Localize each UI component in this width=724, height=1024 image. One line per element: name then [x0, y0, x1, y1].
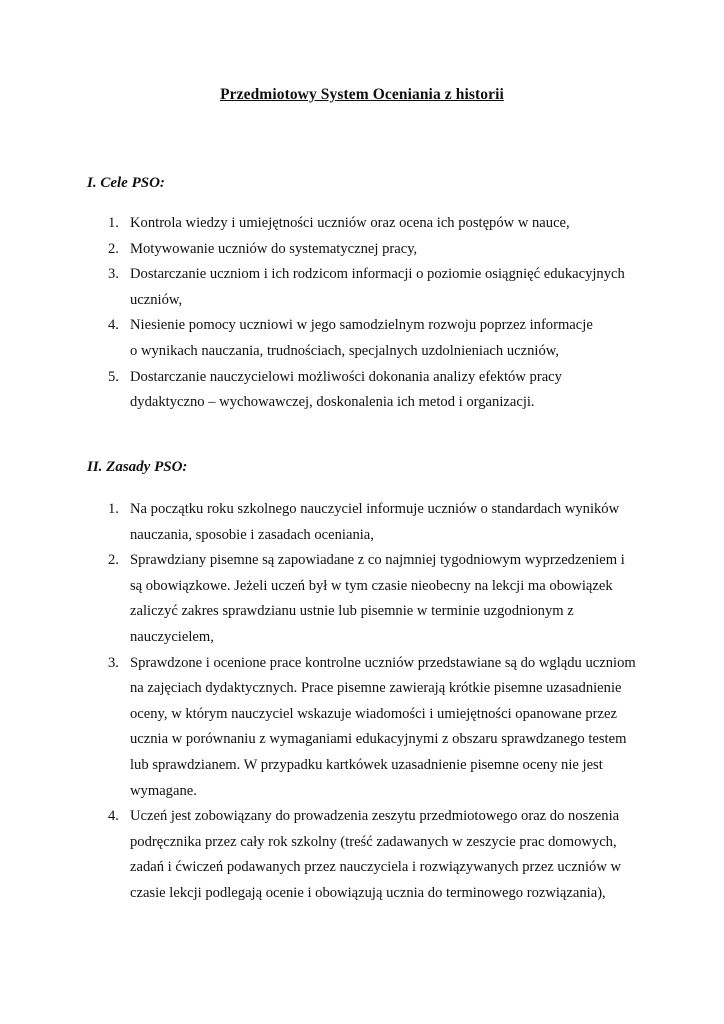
list-item — [0, 804, 638, 906]
list-item — [0, 651, 638, 805]
list-item — [0, 237, 638, 263]
list-item-line: nauczania, sposobie i zasadach oceniania, — [130, 526, 374, 543]
list-item — [0, 497, 638, 548]
list-item-line: nauczycielem, — [130, 628, 214, 645]
list-item-line: Na początku roku szkolnego nauczyciel informuje uczniów o standardach wyników — [130, 501, 620, 517]
list-item-line: uczniów, — [130, 291, 183, 308]
zasady-list — [0, 497, 638, 907]
list-item-line: Dostarczanie nauczycielowi możliwości dokonania analizy efektów pracy — [130, 368, 562, 385]
list-item-line: zadań i ćwiczeń podawanych przez nauczyciela i rozwiązywanych przez uczniów w — [130, 859, 622, 876]
list-item-line: ucznia w porównaniu z wymaganiami edukacyjnymi z obszaru sprawdzanego testem — [130, 731, 627, 748]
list-item-number: 2. — [108, 552, 119, 569]
section-heading-cele: I. Cele PSO: — [87, 175, 165, 191]
list-item — [0, 548, 638, 650]
list-item-line: Uczeń jest zobowiązany do prowadzenia zeszytu przedmiotowego oraz do noszenia — [130, 808, 620, 825]
list-item-number: 4. — [108, 808, 119, 825]
list-item-line: są obowiązkowe. Jeżeli uczeń był w tym czasie nieobecny na lekcji ma obowiązek — [130, 577, 613, 594]
list-item — [0, 313, 638, 364]
list-item-number: 5. — [108, 368, 119, 385]
list-item-line: o wynikach nauczania, trudnościach, specjalnych uzdolnieniach uczniów, — [130, 342, 559, 359]
list-item-line: Motywowanie uczniów do systematycznej pracy, — [130, 240, 418, 257]
list-item-line: oceny, w którym nauczyciel wskazuje wiadomości i umiejętności opanowane przez — [130, 705, 617, 722]
section-heading-zasady: II. Zasady PSO: — [87, 459, 188, 475]
list-item-number: 1. — [108, 215, 119, 231]
page-title: Przedmiotowy System Oceniania z historii — [220, 86, 504, 103]
list-item-number: 2. — [108, 240, 119, 257]
list-item-line: Kontrola wiedzy i umiejętności uczniów oraz ocena ich postępów w nauce, — [130, 215, 570, 231]
cele-list — [0, 211, 638, 416]
list-item-line: Niesienie pomocy uczniowi w jego samodzielnym rozwoju poprzez informacje — [130, 317, 593, 334]
list-item-line: zaliczyć zakres sprawdzianu ustnie lub pisemnie w terminie uzgodnionym z — [130, 603, 574, 620]
list-item-line: Sprawdzone i ocenione prace kontrolne uczniów przedstawiane są do wglądu uczniom — [130, 654, 636, 671]
list-item — [0, 211, 638, 237]
list-item — [0, 365, 638, 416]
list-item-number: 1. — [108, 501, 119, 517]
list-item-line: czasie lekcji podlegają ocenie i obowiązują ucznia do terminowego rozwiązania), — [130, 884, 606, 901]
list-item-line: dydaktyczno – wychowawczej, doskonalenia ich metod i organizacji. — [130, 394, 535, 411]
list-item-line: Sprawdziany pisemne są zapowiadane z co najmniej tygodniowym wyprzedzeniem i — [130, 552, 625, 569]
list-item-line: podręcznika przez cały rok szkolny (treść zadawanych w zeszycie prac domowych, — [130, 833, 617, 850]
list-item-line: wymagane. — [130, 782, 197, 799]
list-item-line: lub sprawdzianem. W przypadku kartkówek uzasadnienie pisemne oceny nie jest — [130, 756, 603, 773]
list-item-line: Dostarczanie uczniom i ich rodzicom informacji o poziomie osiągnięć edukacyjnych — [130, 266, 625, 283]
list-item — [0, 262, 638, 313]
list-item-number: 3. — [108, 654, 119, 671]
list-item-number: 4. — [108, 317, 119, 334]
list-item-number: 3. — [108, 266, 119, 283]
list-item-line: na zajęciach dydaktycznych. Prace pisemne zawierają krótkie pisemne uzasadnienie — [130, 680, 622, 697]
